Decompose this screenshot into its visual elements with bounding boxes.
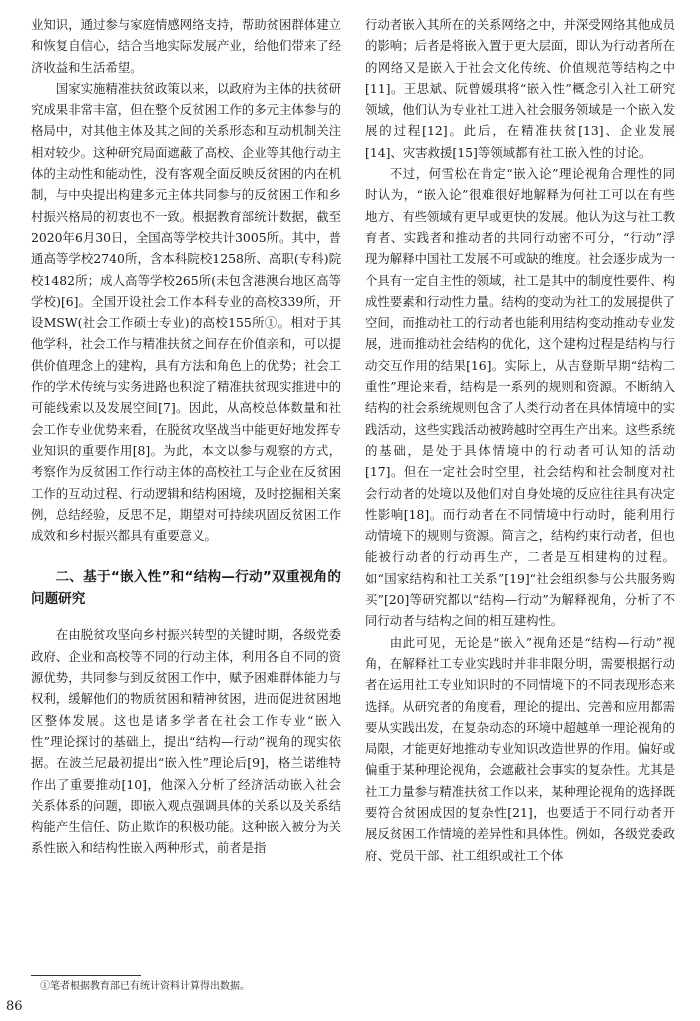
left-paragraph-2: 在由脱贫攻坚向乡村振兴转型的关键时期，各级党委政府、企业和高校等不同的行动主体，利用各自不同的资源优势，共同参与到反贫困工作中，赋予困难群体能力与权利，缓解他们的物质贫困和精神贫困，进而促进贫困地区整体发展。这也是诸多学者在社会工作专业“嵌入性”理论探讨的基础上，提出“结构—行动”视角的现实依据。在波兰尼最初提出“嵌入性”理论后[9]，格兰诺维特作出了重要推动[10]，他深入分析了经济活动嵌入社会关系体系的问题，即嵌入观点强调具体的关系以及关系结构能产生信任、防止欺诈的积极功能。这种嵌入被分为关系性嵌入和结构性嵌入两种形式，前者是指 (31, 627, 341, 856)
right-paragraph-1: 不过，何雪松在肯定“嵌入论”理论视角合理性的同时认为，“嵌入论”很难很好地解释为何社工可以在有些地方、有些领域有更早或更快的发展。他认为这与社工教育者、实践者和推动者的共同行动密不可分，“行动”浮现为解释中国社工发展不可或缺的维度。社会逐步成为一个具有一定自主性的领域，社工是其中的制度性要件、构成性要素和行动性力量。结构的变动为社工的发展提供了空间，而推动社工的行动者也能利用结构变动推动专业发展，进而推动社会结构的优化，这个建构过程是结构与行动交互作用的结果[16]。实际上，从吉登斯早期“结构二重性”理论来看，结构是一系列的规则和资源。不断纳入结构的社会系统规则包含了人类行动者在具体情境中的实践活动，这些实践活动被跨越时空再生产出来。这些系统的基础，是处于具体情境中的行动者可认知的活动[17]。但在一定社会时空里，社会结构和社会制度对社会行动者的处境以及他们对自身处境的反应往往具有决定性影响[18]。而行动者在不同情境中行动时，能利用行动情境下的规则与资源。简言之，结构约束行动者，但也能被行动者的行动再生产，二者是互相建构的过程。如“国家结构和社工关系”[19]“社会组织参与公共服务购买”[20]等研究都以“结构—行动”为解释视角，分析了不同行动者与结构之间的相互建构性。 (365, 166, 675, 629)
section-heading: 二、基于“嵌入性”和“结构—行动”双重视角的问题研究 (31, 569, 341, 608)
footnote-divider (31, 975, 141, 976)
left-paragraph-1: 国家实施精准扶贫政策以来，以政府为主体的扶贫研究成果非常丰富，但在整个反贫困工作的多元主体参与的格局中，对其他主体及其之间的关系形态和互动机制关注相对较少。这种研究局面遮蔽了高校、企业等其他行动主体的主动性和能动性，没有客观全面反映反贫困的内在机制，与中央提出构建多元主体共同参与的反贫困工作和乡村振兴格局的初衷也不一致。根据教育部统计数据，截至2020年6月30日，全国高等学校共计3005所。其中，普通高等学校2740所，含本科院校1258所、高职(专科)院校1482所；成人高等学校265所(未包含港澳台地区高等学校)[6]。全国开设社会工作本科专业的高校339所，开设MSW(社会工作硕士专业)的高校155所①。相对于其他学科，社会工作与精准扶贫之间存在价值亲和，可以提供价值理念上的建构，具有方法和角色上的优势；社会工作的学术传统与实务进路也积淀了精准扶贫现实推进中的可能线索以及发展空间[7]。因此，从高校总体数量和社会工作专业优势来看，在脱贫攻坚战当中能更好地发挥专业知识的重要作用[8]。为此，本文以参与观察的方式，考察作为反贫困工作行动主体的高校社工与企业在反贫困工作的互动过程、行动逻辑和结构困境，及时挖掘相关案例，总结经验，反思不足，期望对可持续巩固反贫困工作成效和乡村振兴都具有重要意义。 (31, 80, 341, 544)
right-paragraph-2: 由此可见，无论是“嵌入”视角还是“结构—行动”视角，在解释社工专业实践时并非非限分明，需要根据行动者在运用社工专业知识时的不同情境下的不同表现形态来选择。从研究者的角度看，理论的提出、完善和应用都需要从实践出发，在复杂动态的环境中超越单一理论视角的局限，才能更好地推动专业知识改造世界的作用。偏好或偏重于某种理论视角，会遮蔽社会事实的复杂性。尤其是社工力量参与精准扶贫工作以来，某种理论视角的选择既要符合贫困成因的复杂性[21]，也要适于不同行动者开展反贫困工作情境的差异性和具体性。例如，各级党委政府、党员干部、社工组织或社工个体 (365, 634, 675, 863)
page-number: 86 (6, 999, 23, 1014)
right-paragraph-continued: 行动者嵌入其所在的关系网络之中，并深受网络其他成员的影响；后者是将嵌入置于更大层面，即认为行动者所在的网络又是嵌入于社会文化传统、价值规范等结构之中[11]。王思斌、阮曾媛琪将“嵌入性”概念引入社工研究领域，他们认为专业社工进入社会服务领域是一个嵌入发展的过程[12]。此后，在精准扶贫[13]、企业发展[14]、灾害救援[15]等领域都有社工嵌入性的讨论。 (365, 17, 675, 160)
footnote: ①笔者根据教育部已有统计资料计算得出数据。 (40, 981, 250, 992)
left-column (31, 14, 341, 974)
left-paragraph-continued: 业知识，通过参与家庭情感网络支持，帮助贫困群体建立和恢复自信心，结合当地实际发展产业，给他们带来了经济收益和生活希望。 (31, 17, 341, 75)
right-column (365, 14, 675, 974)
